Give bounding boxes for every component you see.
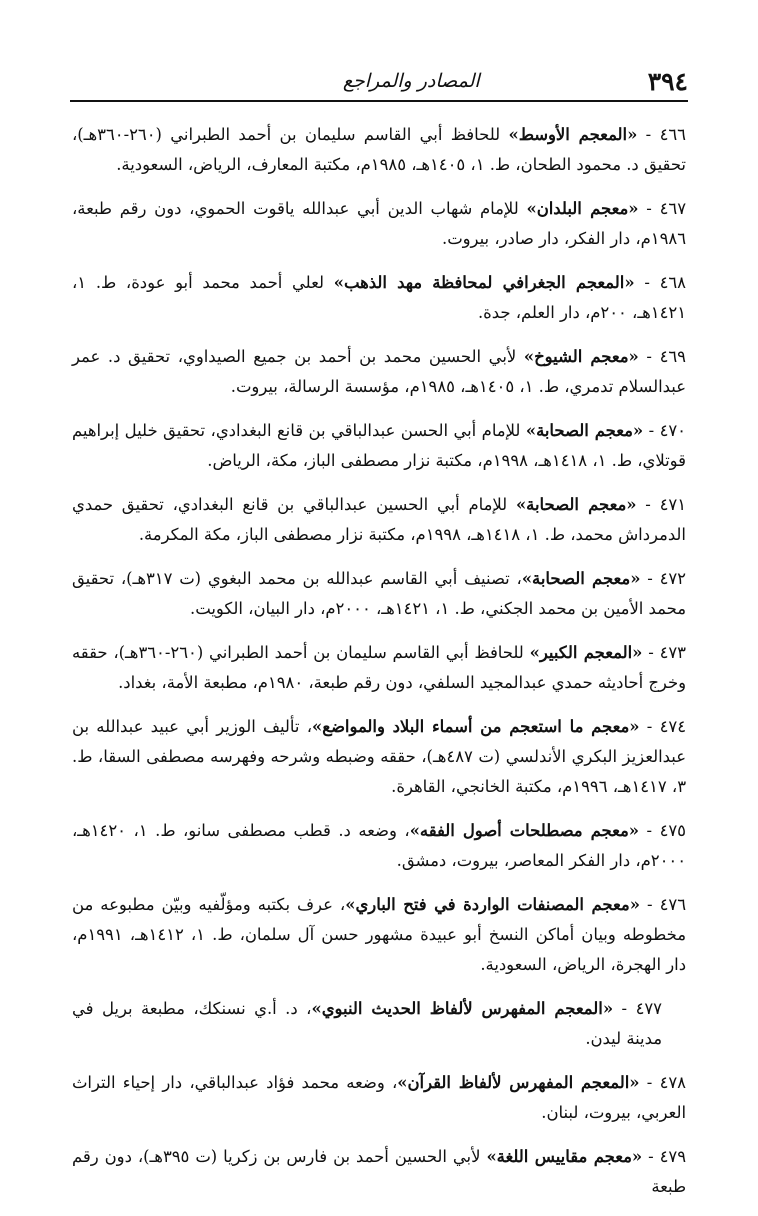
bibliography-entry xyxy=(72,416,686,476)
entry-title: «معجم المصنفات الواردة في فتح الباري» xyxy=(345,895,640,914)
bibliography-entry xyxy=(72,1068,686,1128)
bibliography-entry xyxy=(72,890,686,980)
entry-title: «المعجم المفهرس لألفاظ الحديث النبوي» xyxy=(311,999,614,1018)
entry-number: ٤٧٣ - xyxy=(642,643,686,662)
entry-number: ٤٦٨ - xyxy=(634,273,686,292)
entry-number: ٤٦٧ - xyxy=(638,199,687,218)
entry-number: ٤٧٢ - xyxy=(640,569,686,588)
entry-number: ٤٧٨ - xyxy=(639,1073,686,1092)
entry-title: «معجم الصحابة» xyxy=(515,495,637,514)
entry-details: للحافظ أبي القاسم سليمان بن أحمد الطبراني (٢٦٠-٣٦٠هـ)، حققه وخرج أحاديثه حمدي عبدالمجيد السلفي، دون رقم طبعة، ١٩٨٠م، مطبعة الأمة، بغداد. xyxy=(72,643,686,692)
entry-number: ٤٧٧ - xyxy=(613,999,662,1018)
header-rule xyxy=(70,100,688,102)
bibliography-entry xyxy=(72,1142,686,1202)
entry-details: لعلي أحمد محمد أبو عودة، ط. ١، ١٤٢١هـ، ٢٠٠م، دار العلم، جدة. xyxy=(72,273,686,322)
bibliography-entry xyxy=(72,638,686,698)
entry-details: ، تصنيف أبي القاسم عبدالله بن محمد البغوي (ت ٣١٧هـ)، تحقيق محمد الأمين بن محمد الجكني، ط. ١، ١٤٢١هـ، ٢٠٠٠م، دار البيان، الكويت. xyxy=(72,569,686,618)
entry-details: ، وضعه د. قطب مصطفى سانو، ط. ١، ١٤٢٠هـ، ٢٠٠٠م، دار الفكر المعاصر، بيروت، دمشق. xyxy=(72,821,686,870)
entry-title: «معجم مصطلحات أصول الفقه» xyxy=(409,821,640,840)
bibliography-entry xyxy=(72,994,686,1054)
entry-details: للإمام شهاب الدين أبي عبدالله ياقوت الحموي، دون رقم طبعة، ١٩٨٦م، دار الفكر، دار صادر، بيروت. xyxy=(72,199,686,248)
entry-number: ٤٦٦ - xyxy=(637,125,686,144)
entry-details: لأبي الحسين أحمد بن فارس بن زكريا (ت ٣٩٥هـ)، دون رقم طبعة xyxy=(72,1147,686,1196)
bibliography-entry xyxy=(72,268,686,328)
bibliography-entry xyxy=(72,564,686,624)
entry-title: «معجم ما استعجم من أسماء البلاد والمواضع» xyxy=(312,717,640,736)
entry-details: للإمام أبي الحسين عبدالباقي بن قانع البغدادي، تحقيق حمدي الدمرداش محمد، ط. ١، ١٤١٨هـ، ١٩٩٨م، مكتبة نزار مصطفى الباز، مكة المكرمة. xyxy=(72,495,686,544)
page-number: ٣٩٤ xyxy=(647,66,688,96)
entry-title: «معجم الصحابة» xyxy=(525,421,644,440)
entry-number: ٤٧٤ - xyxy=(639,717,687,736)
entry-title: «المعجم الأوسط» xyxy=(508,125,638,144)
entry-title: «المعجم الكبير» xyxy=(529,643,643,662)
entry-number: ٤٧٥ - xyxy=(639,821,686,840)
entry-details: ، تأليف الوزير أبي عبيد عبدالله بن عبدالعزيز البكري الأندلسي (ت ٤٨٧هـ)، حققه وضبطه وشرحه وفهرسه مصطفى السقا، ط. ٣، ١٤١٧هـ، ١٩٩٦م، مكتبة الخانجي، القاهرة. xyxy=(72,717,686,796)
entry-title: «المعجم الجغرافي لمحافظة مهد الذهب» xyxy=(333,273,635,292)
bibliography-entry xyxy=(72,342,686,402)
entry-number: ٤٧٠ - xyxy=(643,421,686,440)
bibliography-entry xyxy=(72,120,686,180)
entry-details: للحافظ أبي القاسم سليمان بن أحمد الطبراني (٢٦٠-٣٦٠هـ)، تحقيق د. محمود الطحان، ط. ١، ١٤٠٥هـ، ١٩٨٥م، مكتبة المعارف، الرياض، السعودية. xyxy=(72,125,686,174)
page-header xyxy=(70,66,688,96)
entry-number: ٤٦٩ - xyxy=(638,347,686,366)
entry-details: ، وضعه محمد فؤاد عبدالباقي، دار إحياء التراث العربي، بيروت، لبنان. xyxy=(72,1073,686,1122)
entry-title: «معجم الصحابة» xyxy=(521,569,641,588)
entry-title: «المعجم المفهرس لألفاظ القرآن» xyxy=(397,1073,640,1092)
bibliography-entry xyxy=(72,194,686,254)
bibliography-list xyxy=(72,120,686,1216)
bibliography-entry xyxy=(72,490,686,550)
entry-details: لأبي الحسين محمد بن أحمد بن جميع الصيداوي، تحقيق د. عمر عبدالسلام تدمري، ط. ١، ١٤٠٥هـ، ١٩٨٥م، مؤسسة الرسالة، بيروت. xyxy=(72,347,686,396)
entry-title: «معجم مقاييس اللغة» xyxy=(486,1147,643,1166)
entry-details: للإمام أبي الحسن عبدالباقي بن قانع البغدادي، تحقيق خليل إبراهيم قوتلاي، ط. ١، ١٤١٨هـ، ١٩٩٨م، مكتبة نزار مصطفى الباز، مكة، الرياض. xyxy=(72,421,686,470)
entry-title: «معجم البلدان» xyxy=(526,199,639,218)
running-title: المصادر والمراجع xyxy=(342,70,480,92)
entry-number: ٤٧١ - xyxy=(636,495,687,514)
entry-details: ، عرف بكتبه ومؤلّفيه وبيّن مطبوعه من مخطوطه وبيان أماكن النسخ أبو عبيدة مشهور حسن آل سلمان، ط. ١، ١٤١٢هـ، ١٩٩١م، دار الهجرة، الرياض، السعودية. xyxy=(72,895,686,974)
bibliography-entry xyxy=(72,712,686,802)
entry-title: «معجم الشيوخ» xyxy=(523,347,639,366)
entry-details: ، د. أ.ي نسنكك، مطبعة بريل في مدينة ليدن. xyxy=(72,999,662,1048)
entry-number: ٤٧٩ - xyxy=(642,1147,687,1166)
entry-number: ٤٧٦ - xyxy=(639,895,687,914)
bibliography-entry xyxy=(72,816,686,876)
